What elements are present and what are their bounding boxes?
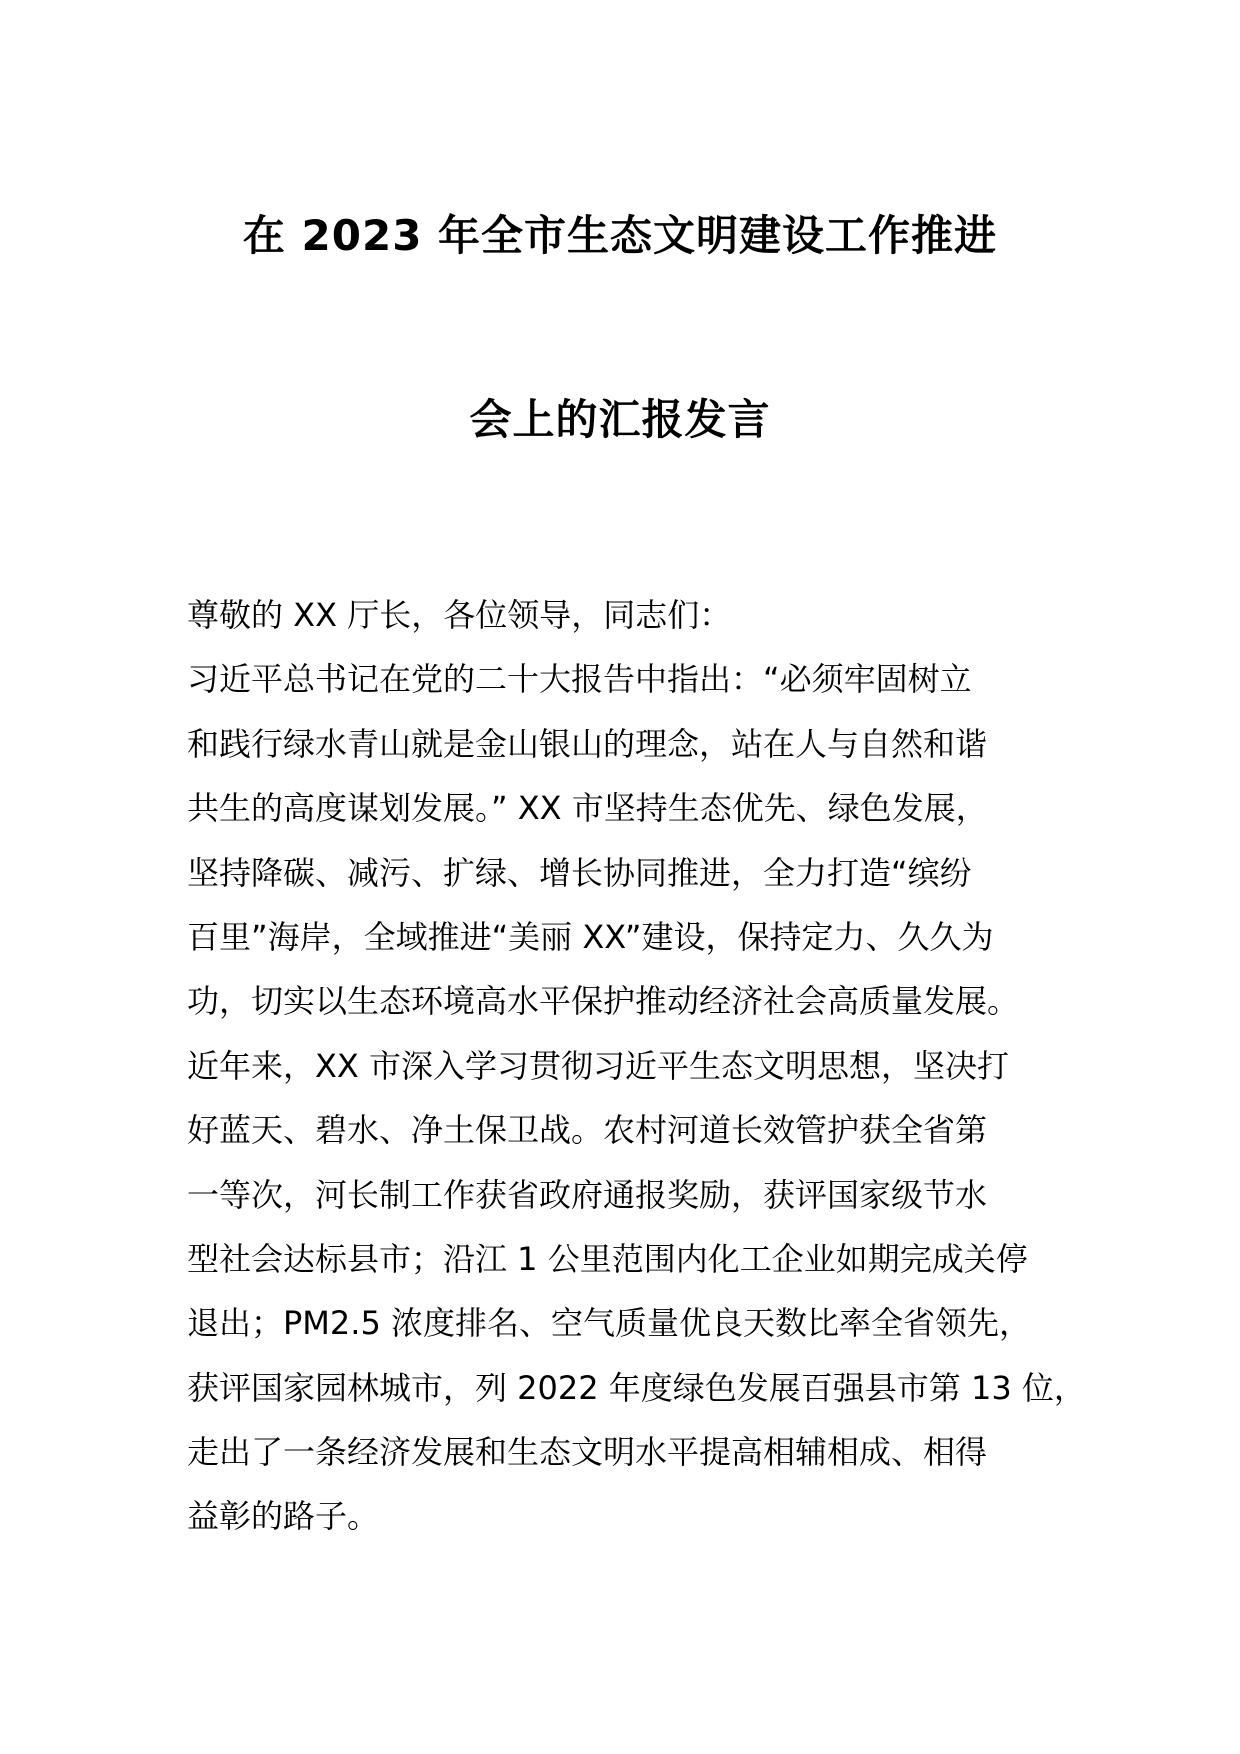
body-line: 习近平总书记在党的二十大报告中指出：“必须牢固树立 [187, 660, 972, 699]
body-line-salutation: 尊敬的 XX 厅长，各位领导，同志们： [187, 596, 732, 634]
body-line: 共生的高度谋划发展。” XX 市坚持生态优先、绿色发展， [187, 789, 988, 828]
body-line: 百里”海岸，全域推进“美丽 XX”建设，保持定力、久久为 [187, 917, 994, 956]
body-line: 型社会达标县市；沿江 1 公里范围内化工企业如期完成关停 [187, 1239, 1028, 1278]
body-line: 走出了一条经济发展和生态文明水平提高相辅相成、相得 [187, 1433, 988, 1472]
body-line: 和践行绿水青山就是金山银山的理念，站在人与自然和谐 [187, 724, 988, 763]
body-line: 功，切实以生态环境高水平保护推动经济社会高质量发展。 [187, 982, 1020, 1021]
body-line: 益彰的路子。 [187, 1497, 380, 1536]
body-line: 一等次，河长制工作获省政府通报奖励，获评国家级节水 [187, 1175, 988, 1214]
body-line: 获评国家园林城市，列 2022 年度绿色发展百强县市第 13 位， [187, 1368, 1086, 1407]
body-line: 退出；PM2.5 浓度排名、空气质量优良天数比率全省领先， [187, 1304, 1031, 1343]
body-line: 坚持降碳、减污、扩绿、增长协同推进，全力打造“缤纷 [187, 853, 972, 892]
document-title-line-1: 在 2023 年全市生态文明建设工作推进 [242, 211, 998, 260]
body-line: 好蓝天、碧水、净土保卫战。农村河道长效管护获全省第 [187, 1111, 988, 1150]
body-line: 近年来，XX 市深入学习贯彻习近平生态文明思想，坚决打 [187, 1046, 1010, 1085]
document-body [187, 583, 1086, 1549]
document-title-line-2: 会上的汇报发言 [469, 395, 771, 444]
